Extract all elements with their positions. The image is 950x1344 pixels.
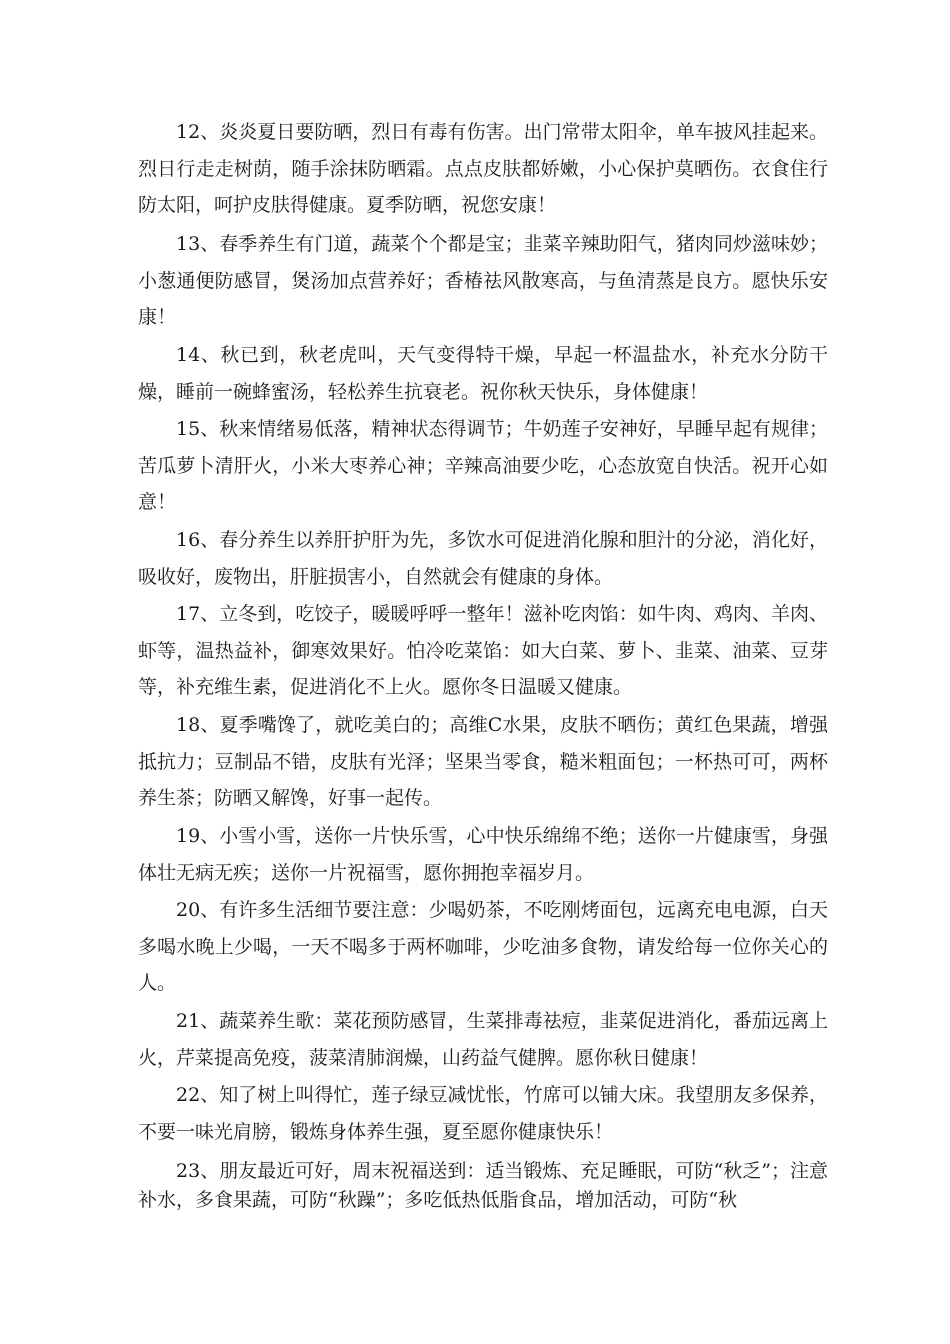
paragraph-14: 14、秋已到，秋老虎叫，天气变得特干燥，早起一杯温盐水，补充水分防干燥，睡前一碗蜂蜜汤，轻松养生抗衰老。祝你秋天快乐，身体健康！ (138, 344, 828, 403)
paragraph-18: 18、夏季嘴馋了，就吃美白的；高维C水果，皮肤不晒伤；黄红色果蔬，增强抵抗力；豆制品不错，皮肤有光泽；坚果当零食，糙米粗面包；一杯热可可，两杯养生茶；防晒又解馋，好事一起传。 (138, 714, 828, 810)
paragraph-22: 22、知了树上叫得忙，莲子绿豆减忧怅，竹席可以铺大床。我望朋友多保养，不要一味光肩膀，锻炼身体养生强，夏至愿你健康快乐！ (138, 1084, 828, 1143)
paragraph-19: 19、小雪小雪，送你一片快乐雪，心中快乐绵绵不绝；送你一片健康雪，身强体壮无病无疾；送你一片祝福雪，愿你拥抱幸福岁月。 (138, 825, 828, 884)
paragraph-20: 20、有许多生活细节要注意：少喝奶茶，不吃刚烤面包，远离充电电源，白天多喝水晚上少喝，一天不喝多于两杯咖啡，少吃油多食物，请发给每一位你关心的人。 (138, 899, 828, 995)
paragraph-21: 21、蔬菜养生歌：菜花预防感冒，生菜排毒祛痘，韭菜促进消化，番茄远离上火，芹菜提高免疫，菠菜清肺润燥，山药益气健脾。愿你秋日健康！ (138, 1010, 828, 1069)
paragraph-15: 15、秋来情绪易低落，精神状态得调节；牛奶莲子安神好，早睡早起有规律；苦瓜萝卜清肝火，小米大枣养心神；辛辣高油要少吃，心态放宽自快活。祝开心如意！ (138, 418, 828, 514)
paragraph-16: 16、春分养生以养肝护肝为先，多饮水可促进消化腺和胆汁的分泌，消化好，吸收好，废物出，肝脏损害小，自然就会有健康的身体。 (138, 529, 828, 588)
paragraph-13: 13、春季养生有门道，蔬菜个个都是宝；韭菜辛辣助阳气，猪肉同炒滋味妙；小葱通便防感冒，煲汤加点营养好；香椿祛风散寒高，与鱼清蒸是良方。愿快乐安康！ (138, 233, 828, 329)
paragraph-17: 17、立冬到，吃饺子，暖暖呼呼一整年！滋补吃肉馅：如牛肉、鸡肉、羊肉、虾等，温热益补，御寒效果好。怕冷吃菜馅：如大白菜、萝卜、韭菜、油菜、豆芽等，补充维生素，促进消化不上火。愿你冬日温暖又健康。 (138, 603, 828, 699)
paragraph-12: 12、炎炎夏日要防晒，烈日有毒有伤害。出门常带太阳伞，单车披风挂起来。烈日行走走树荫，随手涂抹防晒霜。点点皮肤都娇嫩，小心保护莫晒伤。衣食住行防太阳，呵护皮肤得健康。夏季防晒，祝您安康！ (138, 121, 828, 217)
paragraph-23: 23、朋友最近可好，周末祝福送到：适当锻炼、充足睡眠，可防“秋乏”；注意补水，多食果蔬，可防“秋躁”；多吃低热低脂食品，增加活动，可防“秋 (138, 1160, 828, 1211)
